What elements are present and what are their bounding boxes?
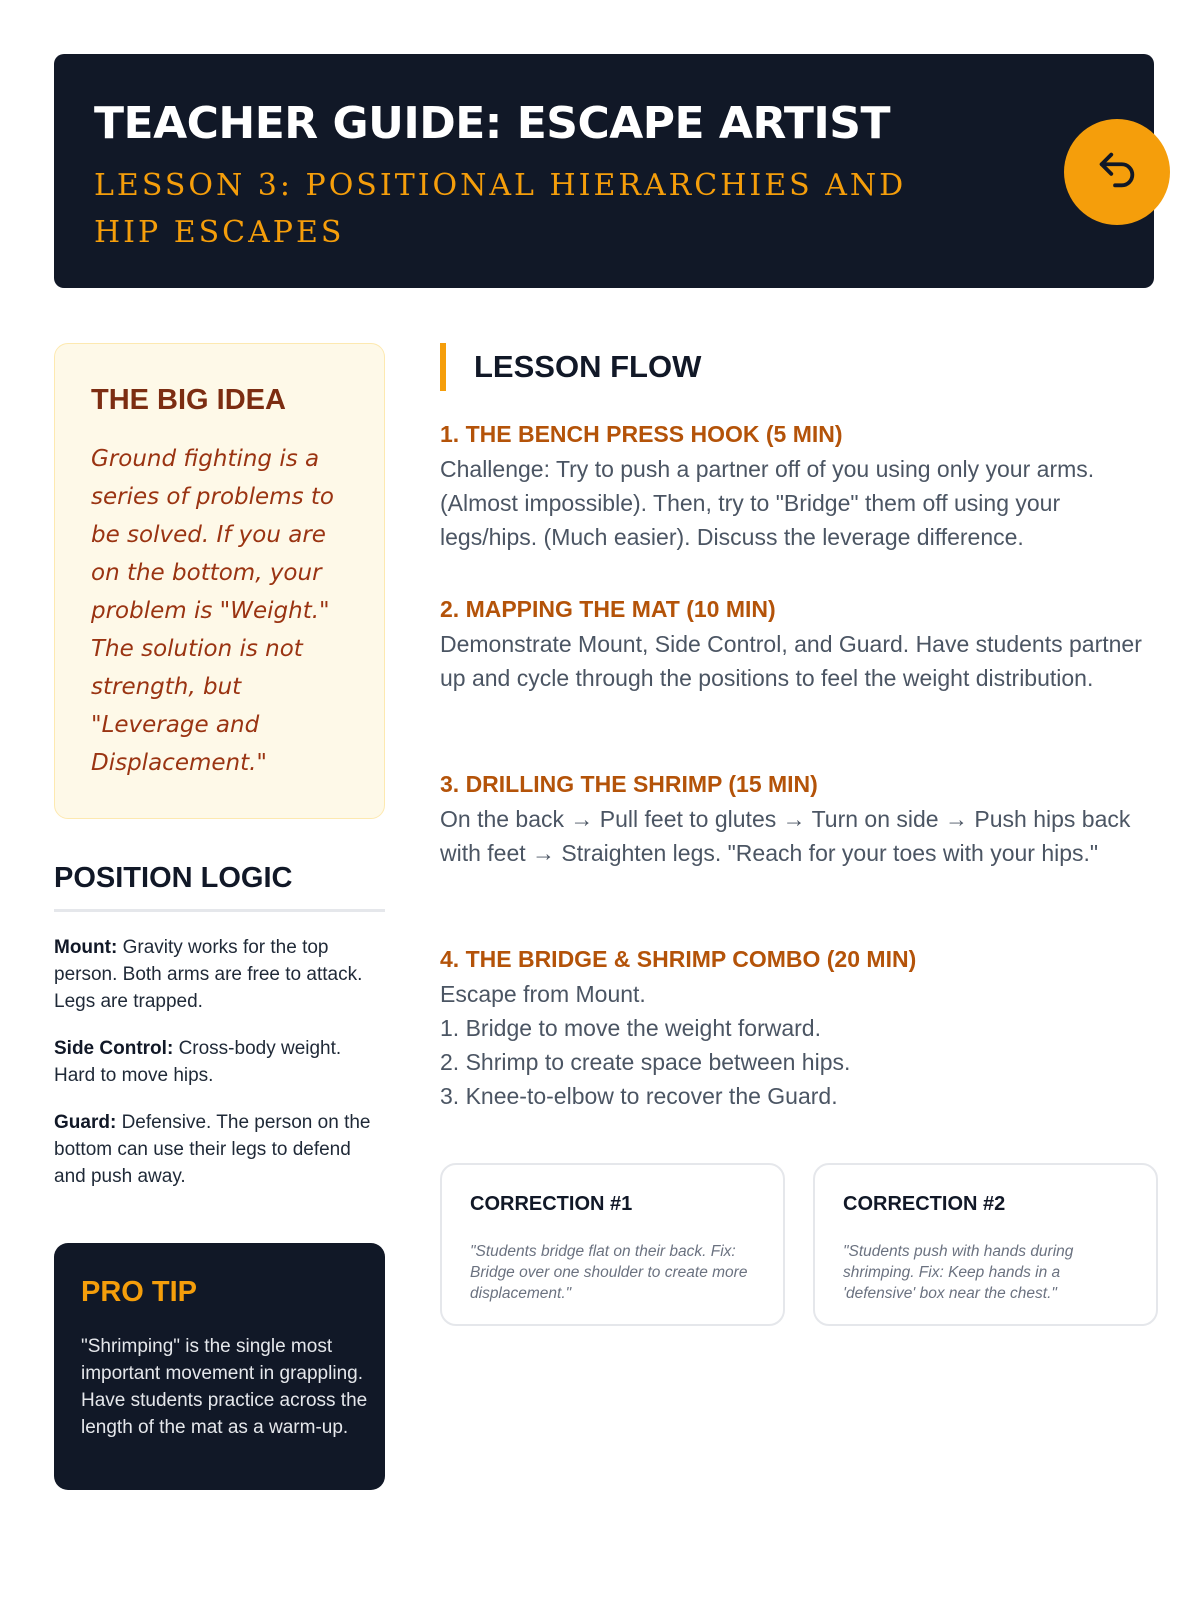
page-title: TEACHER GUIDE: ESCAPE ARTIST	[94, 98, 890, 149]
position-item-side-control	[54, 1035, 385, 1089]
correction-title: CORRECTION #1	[470, 1193, 633, 1215]
correction-text: "Students bridge flat on their back. Fix: Bridge over one shoulder to create more displacement."	[470, 1243, 748, 1302]
lesson-step	[440, 769, 1155, 870]
correction-title: CORRECTION #2	[843, 1193, 1006, 1215]
step-text: On the back → Pull feet to glutes → Turn on side → Push hips back with feet → Straighten legs. "Reach for your toes with your hips."	[440, 806, 1131, 866]
position-item-guard	[54, 1109, 385, 1190]
position-logic-heading: POSITION LOGIC	[54, 862, 385, 912]
correction-card-1	[440, 1163, 785, 1326]
big-idea-text: Ground fighting is a series of problems to be solved. If you are on the bottom, your problem is "Weight." The solution is not strength, but "Leverage and Displacement."	[91, 446, 334, 776]
position-description: Cross-body weight. Hard to move hips.	[54, 1038, 342, 1086]
big-idea-heading: THE BIG IDEA	[91, 384, 286, 416]
position-term: Guard:	[54, 1112, 117, 1133]
position-item-mount	[54, 934, 385, 1015]
undo-arrow-icon	[1094, 147, 1140, 198]
position-term: Mount:	[54, 937, 118, 958]
correction-card-2	[813, 1163, 1158, 1326]
lesson-flow-heading: LESSON FLOW	[440, 343, 701, 391]
position-logic-section	[54, 862, 385, 1190]
step-text: Demonstrate Mount, Side Control, and Guard. Have students partner up and cycle through the positions to feel the weight distribution.	[440, 631, 1142, 691]
pro-tip-heading: PRO TIP	[81, 1276, 198, 1308]
pro-tip-card	[54, 1243, 385, 1490]
position-description: Gravity works for the top person. Both arms are free to attack. Legs are trapped.	[54, 937, 363, 1012]
back-button[interactable]	[1064, 119, 1170, 225]
step-text: Challenge: Try to push a partner off of you using only your arms. (Almost impossible). Then, try to "Bridge" them off using your legs/hips. (Much easier). Discuss the leverage difference.	[440, 456, 1095, 550]
correction-text: "Students push with hands during shrimping. Fix: Keep hands in a 'defensive' box near the chest."	[843, 1243, 1074, 1302]
step-title: 4. THE BRIDGE & SHRIMP COMBO (20 MIN)	[440, 946, 917, 972]
lesson-step	[440, 419, 1155, 554]
step-text: Escape from Mount. 1. Bridge to move the weight forward. 2. Shrimp to create space between hips. 3. Knee-to-elbow to recover the Guard.	[440, 981, 851, 1109]
step-title: 1. THE BENCH PRESS HOOK (5 MIN)	[440, 421, 843, 447]
page-subtitle: LESSON 3: POSITIONAL HIERARCHIES AND HIP ESCAPES	[94, 168, 907, 250]
lesson-step	[440, 594, 1155, 695]
position-description: Defensive. The person on the bottom can use their legs to defend and push away.	[54, 1112, 371, 1187]
page-header	[54, 54, 1154, 288]
position-term: Side Control:	[54, 1038, 174, 1059]
step-title: 2. MAPPING THE MAT (10 MIN)	[440, 596, 776, 622]
lesson-step	[440, 944, 1155, 1113]
big-idea-card	[54, 343, 385, 819]
pro-tip-text: "Shrimping" is the single most important movement in grappling. Have students practice across the length of the mat as a warm-up.	[81, 1336, 368, 1438]
step-title: 3. DRILLING THE SHRIMP (15 MIN)	[440, 771, 818, 797]
